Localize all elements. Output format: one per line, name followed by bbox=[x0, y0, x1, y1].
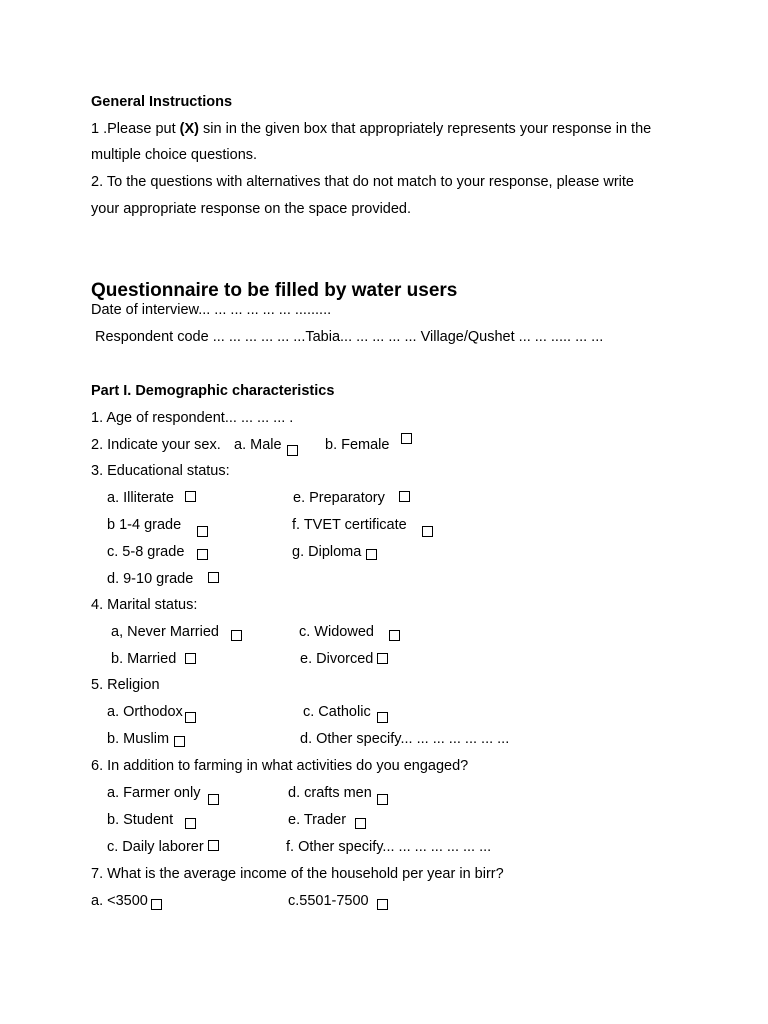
q2-female-checkbox[interactable] bbox=[401, 433, 412, 444]
q3-option-f-label: f. TVET certificate bbox=[292, 517, 407, 533]
q2-male-label: a. Male bbox=[234, 437, 282, 453]
q5-option-b-checkbox[interactable] bbox=[174, 736, 185, 747]
q6-option-a-label: a. Farmer only bbox=[107, 785, 201, 801]
part1-heading: Part I. Demographic characteristics bbox=[91, 383, 335, 399]
q7-option-a-checkbox[interactable] bbox=[151, 899, 162, 910]
q6-option-e-checkbox[interactable] bbox=[355, 818, 366, 829]
q6-option-a-checkbox[interactable] bbox=[208, 794, 219, 805]
q3-option-b-checkbox[interactable] bbox=[197, 526, 208, 537]
q6-option-f-label: f. Other specify... ... ... ... ... ... ... bbox=[286, 839, 492, 855]
q6-option-e-label: e. Trader bbox=[288, 812, 347, 828]
q5-option-c-label: c. Catholic bbox=[303, 704, 371, 720]
q5-option-a-checkbox[interactable] bbox=[185, 712, 196, 723]
q2-female-label: b. Female bbox=[325, 437, 390, 453]
q4-label: 4. Marital status: bbox=[91, 597, 198, 613]
q5-option-a-label: a. Orthodox bbox=[107, 704, 183, 720]
q3-option-c-label: c. 5-8 grade bbox=[107, 544, 185, 560]
interview-date-field: Date of interview... ... ... ... ... ... ......... bbox=[91, 302, 332, 318]
instruction-line-1-start: 1 .Please put bbox=[91, 121, 180, 137]
q6-label: 6. In addition to farming in what activities do you engaged? bbox=[91, 758, 469, 774]
q3-option-b-label: b 1-4 grade bbox=[107, 517, 182, 533]
q6-option-b-label: b. Student bbox=[107, 812, 174, 828]
q1-age: 1. Age of respondent... ... ... ... . bbox=[91, 410, 294, 426]
q6-option-b-checkbox[interactable] bbox=[185, 818, 196, 829]
q7-option-c-checkbox[interactable] bbox=[377, 899, 388, 910]
q4-option-e-checkbox[interactable] bbox=[377, 653, 388, 664]
q6-option-c-checkbox[interactable] bbox=[208, 840, 219, 851]
q6-option-d-label: d. crafts men bbox=[288, 785, 372, 801]
instruction-line-4: your appropriate response on the space provided. bbox=[91, 201, 412, 217]
q4-option-c-label: c. Widowed bbox=[299, 624, 374, 640]
instructions-heading: General Instructions bbox=[91, 94, 233, 110]
q3-option-a-checkbox[interactable] bbox=[185, 491, 196, 502]
instruction-mark-symbol: (X) bbox=[179, 121, 200, 137]
questionnaire-title: Questionnaire to be filled by water users bbox=[91, 280, 458, 301]
q5-option-d-label: d. Other specify... ... ... ... ... ... ... bbox=[300, 731, 510, 747]
q3-option-d-label: d. 9-10 grade bbox=[107, 571, 194, 587]
q4-option-e-label: e. Divorced bbox=[300, 651, 374, 667]
q3-option-c-checkbox[interactable] bbox=[197, 549, 208, 560]
q5-option-b-label: b. Muslim bbox=[107, 731, 170, 747]
q5-label: 5. Religion bbox=[91, 677, 160, 693]
q4-option-b-checkbox[interactable] bbox=[185, 653, 196, 664]
instruction-line-3: 2. To the questions with alternatives that do not match to your response, please write bbox=[91, 174, 634, 190]
q3-label: 3. Educational status: bbox=[91, 463, 230, 479]
instruction-line-2: multiple choice questions. bbox=[91, 147, 258, 163]
q3-option-g-label: g. Diploma bbox=[292, 544, 362, 560]
instruction-line-1-end: sin in the given box that appropriately represents your response in the bbox=[199, 121, 652, 137]
q7-label: 7. What is the average income of the household per year in birr? bbox=[91, 866, 504, 882]
q3-option-g-checkbox[interactable] bbox=[366, 549, 377, 560]
q3-option-d-checkbox[interactable] bbox=[208, 572, 219, 583]
q3-option-e-checkbox[interactable] bbox=[399, 491, 410, 502]
instruction-line-1 bbox=[91, 120, 651, 138]
q7-option-a-label: a. <3500 bbox=[91, 893, 148, 909]
q3-option-f-checkbox[interactable] bbox=[422, 526, 433, 537]
q6-option-c-label: c. Daily laborer bbox=[107, 839, 204, 855]
q4-option-c-checkbox[interactable] bbox=[389, 630, 400, 641]
q2-male-checkbox[interactable] bbox=[287, 445, 298, 456]
q2-label: 2. Indicate your sex. bbox=[91, 437, 221, 453]
q5-option-c-checkbox[interactable] bbox=[377, 712, 388, 723]
q4-option-a-checkbox[interactable] bbox=[231, 630, 242, 641]
q7-option-c-label: c.5501-7500 bbox=[288, 893, 369, 909]
q3-option-e-label: e. Preparatory bbox=[293, 490, 385, 506]
respondent-code-field: Respondent code ... ... ... ... ... ...Tabia... ... ... ... ... Village/Qushet ... ... ..... ... ... bbox=[95, 329, 604, 345]
q6-option-d-checkbox[interactable] bbox=[377, 794, 388, 805]
q4-option-b-label: b. Married bbox=[111, 651, 177, 667]
q4-option-a-label: a, Never Married bbox=[111, 624, 219, 640]
q3-option-a-label: a. Illiterate bbox=[107, 490, 174, 506]
